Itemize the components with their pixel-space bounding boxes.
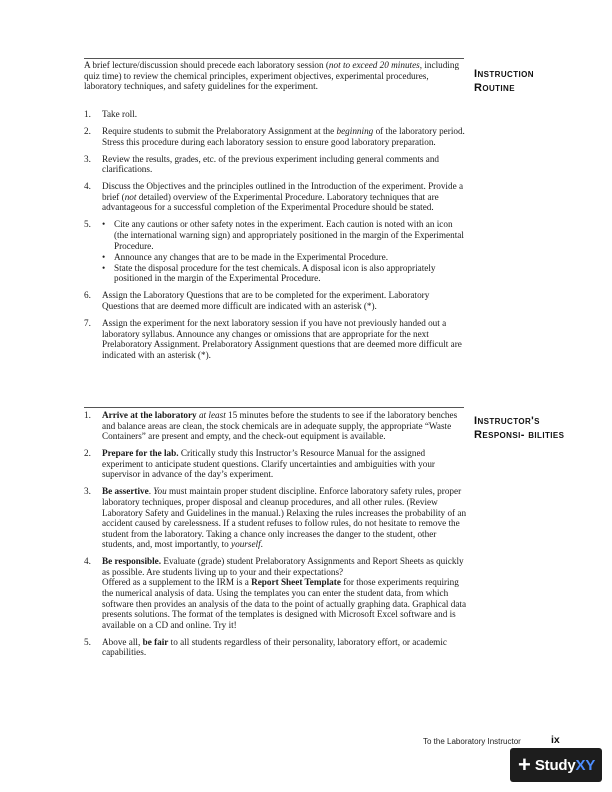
bullet-item [102,219,468,251]
text-run: State the disposal procedure for the test chemicals. A disposal icon is also appropriately positioned in the margin of the Experimental Procedure. [114,262,436,284]
text-run: Review the results, grades, etc. of the previous experiment including general comments and clarifications. [102,153,440,175]
text-run: including quiz time) to review the chemical principles, experiment objectives, experimental procedures, laboratory techniques, and safety guidelines for the experiment. [84,60,460,92]
text-run: Discuss the Objectives and the principles outlined in the Introduction of the experiment. Provide a brief ( [102,181,464,202]
text-run: of the laboratory period. Stress this procedure during each laboratory session to ensure good laboratory preparation. [102,125,465,147]
text-run: yourself [231,539,261,550]
bullet-icon: • [102,251,106,262]
text-run: . [260,539,263,550]
list-item [84,318,468,360]
list-item [84,637,468,658]
watermark-brand-accent: XY [575,756,596,774]
text-run: Report Sheet Template [251,577,341,588]
bullet-item [102,263,468,284]
bullet-item [102,252,468,263]
bullet-icon: • [102,262,106,273]
bullet-icon: • [102,219,106,230]
text-run: Offered as a supplement to the IRM is a [102,577,252,588]
routine-list [84,109,468,367]
text-run: be fair [142,636,169,647]
bullet-list [102,219,468,284]
studyxy-watermark [510,748,602,782]
plus-icon: + [518,752,531,777]
routine-heading: Instruction Routine [474,68,534,94]
text-run: Critically study this Instructor’s Resource Manual for the assigned experiment to anticipate student questions. Clarify uncertainties and ambiguities with your supervisor in advance of the day’s experiment. [102,448,435,480]
routine-intro [84,60,464,92]
list-item-number: 1. [84,109,91,119]
responsibilities-heading: Instructor's Responsi- bilities [474,415,565,441]
list-item-number: 3. [84,486,91,497]
text-run: Arrive at the laboratory [102,410,197,420]
text-run: to all students regardless of their personality, laboratory effort, or academic capabilities. [102,636,447,658]
list-item-number: 6. [84,290,91,301]
list-item [84,126,468,147]
text-run: Be responsible. [102,556,162,567]
text-run: Require students to submit the Prelaboratory Assignment at the [102,125,337,136]
text-run: at least [198,410,226,420]
text-run: Assign the Laboratory Questions that are to be completed for the experiment. Laboratory Questions that are deemed more difficult are indicated with an asterisk (*). [102,290,430,312]
routine-top-rule [84,58,464,59]
list-item-number: 7. [84,318,91,329]
list-item-number: 5. [84,636,91,647]
text-run: Assign the experiment for the next laboratory session if you have not previously handed out a laboratory syllabus. Announce any changes or omissions that are appropriate for the next Prelaboratory Assignment. Prelaboratory Assignment questions that are deemed more difficult are indicated with an asterisk (*). [102,318,462,360]
text-run: Announce any changes that are to be made in the Experimental Procedure. [114,251,388,262]
list-item [84,109,468,120]
text-run: Be assertive [102,486,149,497]
list-item-number: 4. [84,556,91,567]
list-item [84,154,468,175]
text-run: Prepare for the lab. [102,448,179,459]
list-item [84,486,468,550]
list-item [84,181,468,213]
list-item [84,448,468,480]
text-run: You [153,486,167,497]
list-item-number: 2. [84,125,91,136]
text-run: Take roll. [102,109,138,119]
list-item [84,219,468,284]
watermark-brand [535,757,595,774]
text-run: Evaluate (grade) student Prelaboratory Assignments and Report Sheets as quickly as possible. Are students living up to your and their expectations? [102,556,464,577]
list-item [84,410,468,442]
text-run: detailed) overview of the Experimental Procedure. Laboratory techniques that are advantageous for a successful completion of the Experimental Procedure should be stated. [102,191,439,213]
list-item-number: 4. [84,181,91,192]
text-run: 15 minutes before the students to see if the laboratory benches and balance areas are clean, the stock chemicals are in adequate supply, the appropriate “Waste Containers” are present and empty, and the check-out equipment is available. [102,410,458,442]
text-run: for those experiments requiring the numerical analysis of data. Using the templates you can enter the student data, from which software then provides an analysis of the data to the point of actually graphing data. Graphical data presents solutions. The format of the templates is designed with Microsoft Excel software and is available on a CD and online. Try it! [102,577,467,630]
text-run: must maintain proper student discipline. Enforce laboratory safety rules, proper laboratory techniques, proper disposal and cleanup procedures, and all other rules. (Review Laboratory Safety and Guidelines in the manual.) Relaxing the rules increases the probability of an accident caused by carelessness. If a student refuses to follow rules, do not hesitate to remove the student from the laboratory. Taking a chance only increases the danger to the student, other students, and, most importantly, to [102,486,467,550]
page-number: ix [551,734,560,746]
list-item-number: 2. [84,448,91,459]
text-run: beginning [336,125,374,136]
text-run: not to exceed 20 minutes, [328,60,423,70]
watermark-brand-main: Study [534,756,576,774]
responsibilities-list [84,410,468,664]
list-item-number: 1. [84,410,91,420]
list-item-number: 5. [84,219,91,230]
list-item [84,290,468,311]
responsibilities-top-rule [84,407,464,408]
text-run: not [124,191,137,202]
text-run: Above all, [102,636,143,647]
list-item-number: 3. [84,153,91,164]
text-run: . [148,486,154,497]
list-item [84,556,468,630]
text-run: Cite any cautions or other safety notes in the experiment. Each caution is noted with an icon (the international warning sign) and appropriately positioned in the margin of the Experimental Procedure. [114,219,464,251]
footer-title: To the Laboratory Instructor [423,737,521,746]
text-run: A brief lecture/discussion should precede each laboratory session ( [84,60,329,70]
